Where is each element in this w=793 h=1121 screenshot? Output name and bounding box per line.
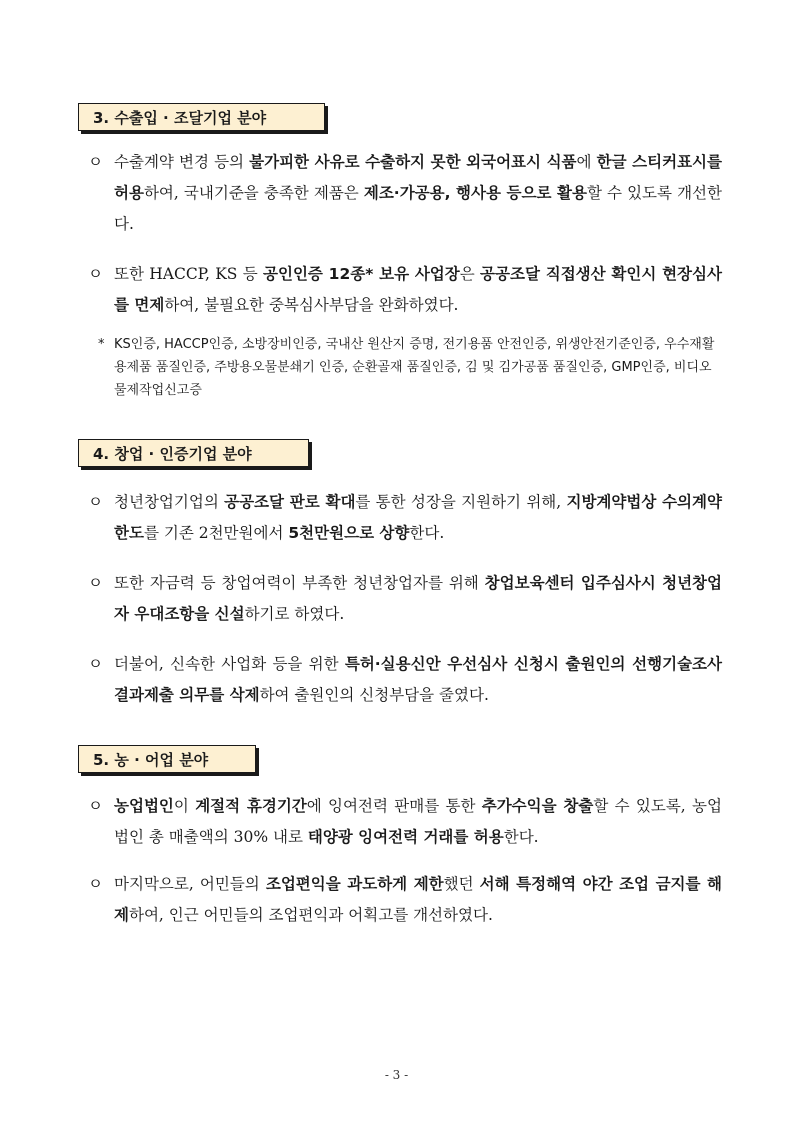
section-header-export-procurement: 3. 수출입 · 조달기업 분야 — [78, 103, 325, 131]
paragraph: ㅇ 또한 자금력 등 창업여력이 부족한 청년창업자를 위해 창업보육센터 입주심사시 청년창업자 우대조항을 신설하기로 하였다. — [88, 568, 722, 630]
bullet-marker: ㅇ — [88, 655, 103, 673]
bullet-marker: ㅇ — [88, 265, 103, 283]
bullet-marker: ㅇ — [88, 574, 103, 592]
paragraph: ㅇ 농업법인이 계절적 휴경기간에 잉여전력 판매를 통한 추가수익을 창출할 수 있도록, 농업법인 총 매출액의 30% 내로 태양광 잉여전력 거래를 허용한다. — [88, 791, 722, 853]
bullet-marker: ㅇ — [88, 797, 103, 815]
paragraph: ㅇ 청년창업기업의 공공조달 판로 확대를 통한 성장을 지원하기 위해, 지방계약법상 수의계약 한도를 기존 2천만원에서 5천만원으로 상향한다. — [88, 487, 722, 549]
footnote-text: KS인증, HACCP인증, 소방장비인증, 국내산 원산지 증명, 전기용품 안전인증, 위생안전기준인증, 우수재활용제품 품질인증, 주방용오물분쇄기 인증, 순환골재 품질인증, 김 및 김가공품 품질인증, GMP인증, 비디오물제작업신고증 — [114, 337, 715, 398]
paragraph: ㅇ 마지막으로, 어민들의 조업편익을 과도하게 제한했던 서해 특정해역 야간 조업 금지를 해제하여, 인근 어민들의 조업편익과 어획고를 개선하였다. — [88, 869, 722, 931]
section-header-agriculture-fishery: 5. 농 · 어업 분야 — [78, 745, 256, 773]
bullet-marker: ㅇ — [88, 493, 103, 511]
paragraph: ㅇ 또한 HACCP, KS 등 공인인증 12종* 보유 사업장은 공공조달 직접생산 확인시 현장심사를 면제하여, 불필요한 중복심사부담을 완화하였다. — [88, 259, 722, 321]
bullet-marker: ㅇ — [88, 153, 103, 171]
paragraph: ㅇ 수출계약 변경 등의 불가피한 사유로 수출하지 못한 외국어표시 식품에 한글 스티커표시를 허용하여, 국내기준을 충족한 제품은 제조·가공용, 행사용 등으로 활용할 수 있도록 개선한다. — [88, 147, 722, 240]
paragraph: ㅇ 더불어, 신속한 사업화 등을 위한 특허·실용신안 우선심사 신청시 출원인의 선행기술조사 결과제출 의무를 삭제하여 출원인의 신청부담을 줄였다. — [88, 649, 722, 711]
bullet-marker: ㅇ — [88, 875, 103, 893]
footnote-marker: * — [98, 337, 105, 352]
page-number: - 3 - — [384, 1068, 409, 1082]
section-header-startup-certified: 4. 창업 · 인증기업 분야 — [78, 439, 309, 467]
footnote — [98, 333, 722, 402]
